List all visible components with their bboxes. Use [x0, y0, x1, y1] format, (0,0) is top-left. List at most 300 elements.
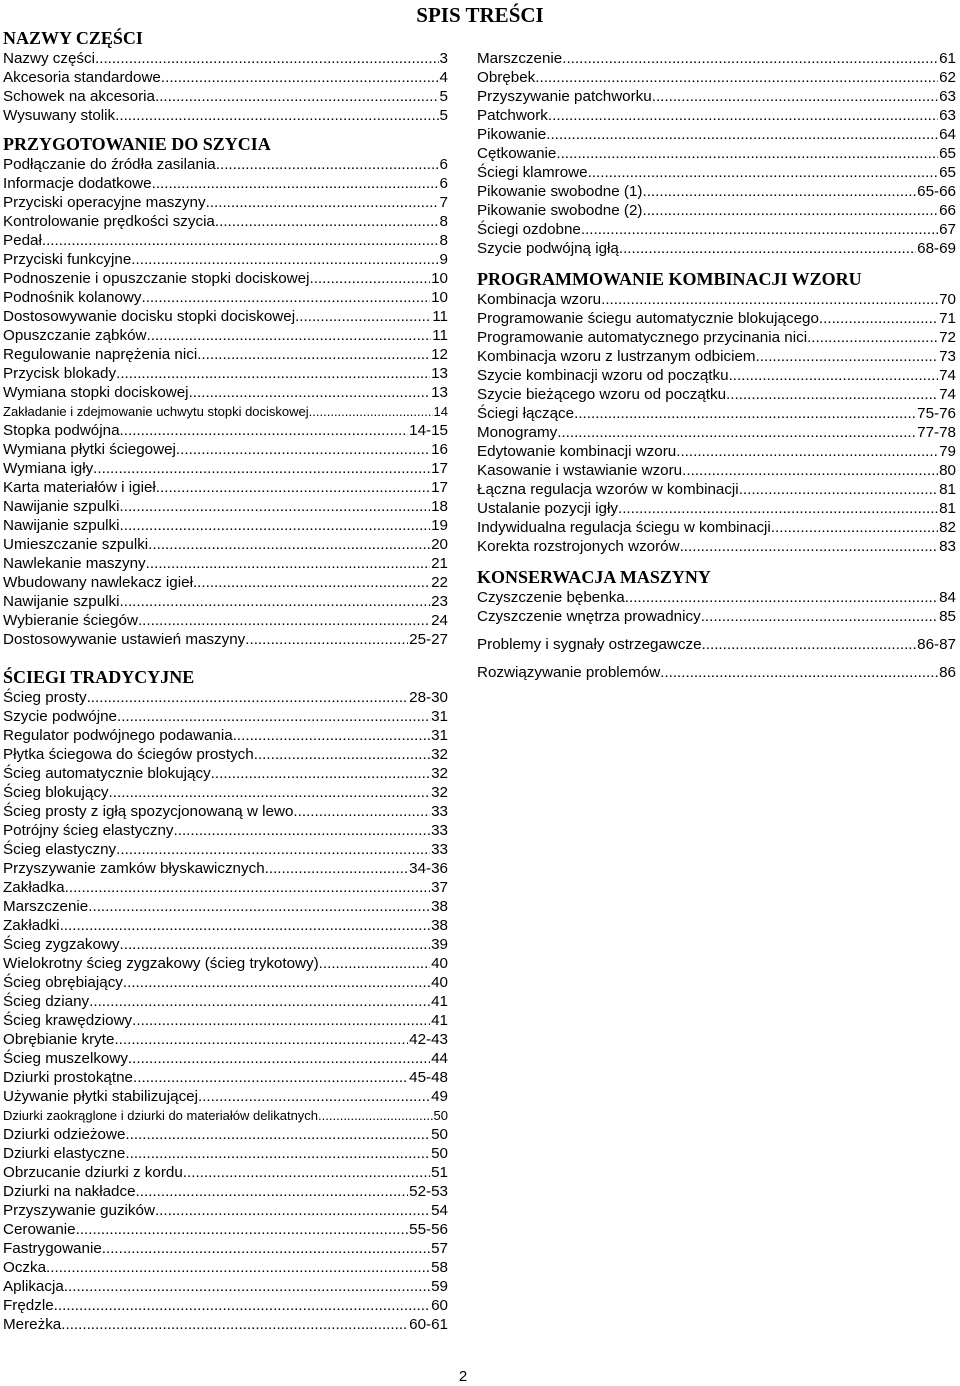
toc-entry-title: Podłączanie do źródła zasilania	[3, 156, 216, 173]
toc-entry[interactable]	[3, 307, 448, 326]
toc-entry-title: Opuszczanie ząbków	[3, 327, 147, 344]
toc-list	[477, 663, 956, 682]
toc-entry[interactable]	[3, 106, 448, 125]
toc-entry[interactable]	[3, 783, 448, 802]
toc-list	[477, 635, 956, 654]
toc-entry-title: Szycie bieżącego wzoru od początku	[477, 386, 727, 403]
dot-leader	[146, 554, 430, 573]
toc-entry[interactable]	[3, 840, 448, 859]
toc-entry[interactable]	[3, 1296, 448, 1315]
dot-leader	[293, 802, 430, 821]
toc-entry[interactable]	[3, 87, 448, 106]
toc-entry-page: 32	[431, 765, 448, 782]
toc-entry-title: Nawlekanie maszyny	[3, 555, 146, 572]
toc-list	[477, 49, 956, 258]
toc-entry[interactable]	[3, 1087, 448, 1106]
toc-entry-title: Łączna regulacja wzorów w kombinacji	[477, 481, 739, 498]
toc-entry-page: 49	[431, 1088, 448, 1105]
dot-leader	[120, 935, 431, 954]
toc-entry-page: 63	[939, 88, 956, 105]
toc-entry-page: 64	[939, 126, 956, 143]
toc-entry-title: Ustalanie pozycji igły	[477, 500, 618, 517]
toc-entry-title: Ścieg krawędziowy	[3, 1012, 133, 1029]
toc-entry[interactable]	[3, 345, 448, 364]
toc-entry-page: 44	[431, 1050, 448, 1067]
toc-entry-page: 83	[939, 538, 956, 555]
dot-leader	[120, 516, 431, 535]
toc-entry-title: Dziurki elastyczne	[3, 1145, 126, 1162]
dot-leader	[309, 402, 433, 421]
toc-entry[interactable]	[3, 821, 448, 840]
dot-leader	[581, 220, 938, 239]
toc-entry-title: Programowanie ściegu automatycznie blokującego	[477, 310, 819, 327]
dot-leader	[265, 859, 409, 878]
toc-entry-title: Dziurki na nakładce	[3, 1183, 136, 1200]
toc-entry[interactable]	[3, 1030, 448, 1049]
toc-entry-title: Akcesoria standardowe	[3, 69, 161, 86]
toc-entry-page: 41	[431, 993, 448, 1010]
dot-leader	[156, 478, 430, 497]
dot-leader	[548, 106, 938, 125]
toc-entry-page: 52-53	[409, 1183, 448, 1200]
dot-leader	[125, 1125, 430, 1144]
dot-leader	[245, 630, 408, 649]
dot-leader	[60, 916, 431, 935]
dot-leader	[198, 1087, 430, 1106]
dot-leader	[618, 499, 938, 518]
toc-entry-title: Ścieg muszelkowy	[3, 1050, 128, 1067]
toc-entry[interactable]	[3, 707, 448, 726]
toc-entry-title: Pikowanie swobodne (1)	[477, 183, 643, 200]
toc-entry-title: Edytowanie kombinacji wzoru	[477, 443, 677, 460]
toc-list	[477, 290, 956, 556]
toc-entry-page: 21	[431, 555, 448, 572]
dot-leader	[319, 954, 430, 973]
toc-entry[interactable]	[3, 193, 448, 212]
toc-entry[interactable]	[3, 611, 448, 630]
toc-entry[interactable]	[3, 878, 448, 897]
toc-entry[interactable]	[3, 269, 448, 288]
toc-entry-page: 6	[439, 156, 448, 173]
dot-leader	[556, 144, 938, 163]
toc-entry-title: Ścieg dziany	[3, 993, 90, 1010]
toc-list	[3, 49, 448, 125]
dot-leader	[206, 193, 439, 212]
dot-leader	[114, 1030, 408, 1049]
toc-entry[interactable]	[3, 954, 448, 973]
dot-leader	[93, 459, 430, 478]
toc-entry-title: Wymiana płytki ściegowej	[3, 441, 176, 458]
toc-entry[interactable]	[3, 440, 448, 459]
dot-leader	[625, 588, 938, 607]
dot-leader	[136, 1182, 409, 1201]
toc-entry-page: 84	[939, 589, 956, 606]
toc-entry-title: Schowek na akcesoria	[3, 88, 155, 105]
dot-leader	[148, 535, 430, 554]
toc-entry-title: Dostosowywanie docisku stopki dociskowej	[3, 308, 296, 325]
dot-leader	[161, 68, 439, 87]
toc-entry-page: 45-48	[409, 1069, 448, 1086]
toc-entry-page: 86	[939, 664, 956, 681]
dot-leader	[309, 269, 430, 288]
toc-entry-page: 6	[439, 175, 448, 192]
toc-entry[interactable]	[477, 309, 956, 328]
dot-leader	[557, 423, 916, 442]
toc-entry-title: Mereżka	[3, 1316, 62, 1333]
section-heading-part-names: NAZWY CZĘŚCI	[3, 28, 143, 48]
toc-entry-title: Podnoszenie i opuszczanie stopki dociskowej	[3, 270, 310, 287]
toc-entry-page: 3	[439, 50, 448, 67]
toc-entry-title: Cętkowanie	[477, 145, 557, 162]
toc-entry[interactable]	[3, 231, 448, 250]
toc-entry[interactable]	[477, 106, 956, 125]
toc-entry[interactable]	[477, 87, 956, 106]
toc-entry-page: 55-56	[409, 1221, 448, 1238]
toc-entry[interactable]	[477, 328, 956, 347]
dot-leader	[61, 1315, 408, 1334]
dot-leader	[174, 821, 431, 840]
toc-entry-page: 19	[431, 517, 448, 534]
dot-leader	[189, 383, 431, 402]
toc-entry-page: 16	[431, 441, 448, 458]
toc-entry[interactable]	[3, 1277, 448, 1296]
dot-leader	[642, 201, 938, 220]
toc-entry-title: Dziurki prostokątne	[3, 1069, 133, 1086]
toc-entry-page: 40	[431, 974, 448, 991]
toc-entry-title: Obrzucanie dziurki z kordu	[3, 1164, 183, 1181]
toc-entry[interactable]	[477, 366, 956, 385]
toc-entry-page: 14-15	[409, 422, 448, 439]
toc-entry-title: Nawijanie szpulki	[3, 593, 120, 610]
toc-entry-page: 32	[431, 784, 448, 801]
dot-leader	[155, 87, 439, 106]
toc-entry-page: 42-43	[409, 1031, 448, 1048]
toc-entry-page: 10	[431, 270, 448, 287]
toc-entry[interactable]	[3, 478, 448, 497]
toc-entry-title: Szycie podwójną igłą	[477, 240, 619, 257]
toc-entry-title: Patchwork	[477, 107, 548, 124]
dot-leader	[233, 726, 430, 745]
dot-leader	[54, 1296, 430, 1315]
toc-entry[interactable]	[477, 518, 956, 537]
toc-entry-page: 60-61	[409, 1316, 448, 1333]
toc-entry-page: 28-30	[409, 689, 448, 706]
toc-entry-title: Frędzle	[3, 1297, 54, 1314]
toc-entry-title: Ścieg prosty	[3, 689, 87, 706]
dot-leader	[116, 364, 430, 383]
toc-entry[interactable]	[477, 480, 956, 499]
toc-entry[interactable]	[3, 935, 448, 954]
toc-entry[interactable]	[3, 897, 448, 916]
toc-entry[interactable]	[477, 347, 956, 366]
section-heading-maintenance: KONSERWACJA MASZYNY	[477, 567, 711, 587]
dot-leader	[109, 783, 431, 802]
toc-entry[interactable]	[3, 402, 448, 421]
dot-leader	[819, 309, 938, 328]
dot-leader	[660, 663, 938, 682]
toc-entry[interactable]	[477, 499, 956, 518]
toc-entry[interactable]	[3, 497, 448, 516]
toc-entry-page: 14	[433, 404, 448, 419]
toc-entry[interactable]	[3, 1068, 448, 1087]
toc-entry-title: Potrójny ścieg elastyczny	[3, 822, 174, 839]
dot-leader	[702, 635, 917, 654]
toc-entry-title: Obrębianie kryte	[3, 1031, 115, 1048]
toc-entry[interactable]	[3, 992, 448, 1011]
toc-entry-title: Zakładki	[3, 917, 60, 934]
toc-entry[interactable]	[3, 916, 448, 935]
toc-entry-page: 79	[939, 443, 956, 460]
toc-entry-title: Ściegi łączące	[477, 405, 575, 422]
dot-leader	[729, 366, 939, 385]
toc-entry[interactable]	[3, 516, 448, 535]
toc-entry[interactable]	[3, 174, 448, 193]
toc-entry-title: Programowanie automatycznego przycinania nici	[477, 329, 808, 346]
toc-entry[interactable]	[3, 592, 448, 611]
toc-entry-title: Obrębek	[477, 69, 536, 86]
toc-entry-page: 74	[939, 367, 956, 384]
toc-entry-page: 8	[439, 232, 448, 249]
toc-entry[interactable]	[3, 535, 448, 554]
toc-entry-title: Ściegi klamrowe	[477, 164, 588, 181]
dot-leader	[676, 442, 938, 461]
toc-entry-title: Płytka ściegowa do ściegów prostych	[3, 746, 254, 763]
toc-list	[477, 588, 956, 626]
dot-leader	[155, 1201, 430, 1220]
toc-entry[interactable]	[477, 163, 956, 182]
toc-entry-page: 41	[431, 1012, 448, 1029]
toc-entry-page: 51	[431, 1164, 448, 1181]
toc-entry-title: Używanie płytki stabilizującej	[3, 1088, 198, 1105]
toc-entry-page: 31	[431, 727, 448, 744]
toc-entry[interactable]	[3, 630, 448, 649]
toc-entry[interactable]	[3, 1182, 448, 1201]
toc-entry[interactable]	[3, 212, 448, 231]
toc-entry[interactable]	[3, 1125, 448, 1144]
toc-entry-title: Oczka	[3, 1259, 47, 1276]
toc-entry[interactable]	[3, 973, 448, 992]
dot-leader	[588, 163, 939, 182]
toc-entry-page: 70	[939, 291, 956, 308]
toc-entry[interactable]	[3, 1049, 448, 1068]
toc-entry-page: 38	[431, 898, 448, 915]
toc-entry-page: 24	[431, 612, 448, 629]
toc-entry-title: Aplikacja	[3, 1278, 64, 1295]
toc-entry[interactable]	[3, 726, 448, 745]
dot-leader	[601, 290, 938, 309]
dot-leader	[771, 518, 938, 537]
toc-entry[interactable]	[3, 421, 448, 440]
toc-entry-page: 13	[431, 384, 448, 401]
toc-entry-page: 17	[431, 460, 448, 477]
toc-entry[interactable]	[477, 201, 956, 220]
toc-entry-page: 7	[439, 194, 448, 211]
toc-entry[interactable]	[477, 663, 956, 682]
dot-leader	[295, 307, 431, 326]
toc-entry-title: Ścieg obrębiający	[3, 974, 123, 991]
toc-right-column	[477, 49, 956, 682]
toc-entry-title: Ścieg prosty z igłą spozycjonowaną w lewo	[3, 803, 294, 820]
toc-entry-page: 59	[431, 1278, 448, 1295]
toc-entry-page: 4	[439, 69, 448, 86]
toc-entry-title: Korekta rozstrojonych wzorów	[477, 538, 680, 555]
toc-entry[interactable]	[3, 68, 448, 87]
toc-entry-page: 38	[431, 917, 448, 934]
toc-entry-page: 32	[431, 746, 448, 763]
section-heading-traditional-stitches: ŚCIEGI TRADYCYJNE	[3, 667, 195, 687]
toc-entry[interactable]	[3, 1144, 448, 1163]
toc-entry[interactable]	[3, 1220, 448, 1239]
toc-entry-title: Dziurki odzieżowe	[3, 1126, 126, 1143]
toc-entry[interactable]	[3, 1163, 448, 1182]
dot-leader	[133, 1068, 408, 1087]
dot-leader	[183, 1163, 430, 1182]
toc-entry-page: 62	[939, 69, 956, 86]
toc-entry-title: Pedał	[3, 232, 42, 249]
toc-entry-page: 60	[431, 1297, 448, 1314]
toc-entry[interactable]	[3, 1315, 448, 1334]
toc-entry[interactable]	[3, 288, 448, 307]
toc-entry-page: 57	[431, 1240, 448, 1257]
dot-leader	[128, 1049, 430, 1068]
toc-entry[interactable]	[477, 461, 956, 480]
toc-entry[interactable]	[477, 607, 956, 626]
toc-entry[interactable]	[477, 220, 956, 239]
section-heading-preparation: PRZYGOTOWANIE DO SZYCIA	[3, 134, 271, 154]
toc-entry-title: Wbudowany nawlekacz igieł	[3, 574, 193, 591]
toc-entry-page: 33	[431, 803, 448, 820]
dot-leader	[197, 345, 430, 364]
toc-entry-title: Indywidualna regulacja ściegu w kombinacji	[477, 519, 771, 536]
toc-entry-title: Ścieg automatycznie blokujący	[3, 765, 211, 782]
toc-entry-title: Wymiana igły	[3, 460, 94, 477]
toc-entry-title: Nawijanie szpulki	[3, 498, 120, 515]
dot-leader	[216, 155, 439, 174]
toc-entry[interactable]	[477, 49, 956, 68]
toc-entry-title: Monogramy	[477, 424, 558, 441]
toc-entry-title: Cerowanie	[3, 1221, 76, 1238]
toc-entry-page: 82	[939, 519, 956, 536]
dot-leader	[89, 992, 430, 1011]
toc-entry[interactable]	[3, 383, 448, 402]
toc-entry-page: 8	[439, 213, 448, 230]
page-title: SPIS TREŚCI	[416, 3, 544, 27]
toc-entry-title: Rozwiązywanie problemów	[477, 664, 661, 681]
toc-entry[interactable]	[3, 364, 448, 383]
toc-entry[interactable]	[3, 859, 448, 878]
toc-entry-title: Marszczenie	[3, 898, 89, 915]
dot-leader	[102, 1239, 430, 1258]
toc-entry-page: 65	[939, 145, 956, 162]
dot-leader	[120, 497, 431, 516]
toc-entry-title: Informacje dodatkowe	[3, 175, 152, 192]
toc-entry[interactable]	[477, 125, 956, 144]
toc-entry-title: Czyszczenie bębenka	[477, 589, 625, 606]
toc-entry[interactable]	[477, 68, 956, 87]
toc-entry[interactable]	[3, 554, 448, 573]
toc-entry-title: Ścieg zygzakowy	[3, 936, 120, 953]
toc-entry-title: Nawijanie szpulki	[3, 517, 120, 534]
dot-leader	[652, 87, 938, 106]
dot-leader	[131, 250, 438, 269]
dot-leader	[562, 49, 938, 68]
dot-leader	[76, 1220, 409, 1239]
toc-entry[interactable]	[3, 459, 448, 478]
toc-entry[interactable]	[3, 1258, 448, 1277]
toc-entry-page: 18	[431, 498, 448, 515]
toc-entry-title: Wysuwany stolik	[3, 107, 116, 124]
toc-entry[interactable]	[3, 573, 448, 592]
toc-entry[interactable]	[3, 802, 448, 821]
toc-entry-page: 73	[939, 348, 956, 365]
toc-entry-title: Ścieg blokujący	[3, 784, 109, 801]
toc-left-column	[3, 28, 448, 1334]
toc-entry-page: 75-76	[917, 405, 956, 422]
dot-leader	[680, 537, 939, 556]
toc-entry[interactable]	[3, 49, 448, 68]
toc-entry-page: 33	[431, 822, 448, 839]
toc-list	[3, 155, 448, 649]
toc-list	[3, 688, 448, 1334]
dot-leader	[147, 326, 432, 345]
dot-leader	[254, 745, 430, 764]
toc-entry-page: 65	[939, 164, 956, 181]
toc-entry[interactable]	[477, 290, 956, 309]
toc-entry-title: Przyszywanie patchworku	[477, 88, 652, 105]
toc-entry-page: 81	[939, 481, 956, 498]
toc-entry-page: 20	[431, 536, 448, 553]
toc-entry-page: 13	[431, 365, 448, 382]
toc-entry[interactable]	[477, 404, 956, 423]
toc-entry-title: Przyciski funkcyjne	[3, 251, 132, 268]
dot-leader	[95, 49, 439, 68]
toc-entry[interactable]	[477, 239, 956, 258]
toc-entry[interactable]	[3, 764, 448, 783]
dot-leader	[132, 1011, 430, 1030]
toc-entry-page: 50	[431, 1145, 448, 1162]
toc-entry[interactable]	[477, 182, 956, 201]
dot-leader	[807, 328, 938, 347]
toc-entry[interactable]	[477, 588, 956, 607]
toc-entry[interactable]	[3, 250, 448, 269]
toc-entry-page: 66	[939, 202, 956, 219]
toc-entry[interactable]	[3, 1106, 448, 1125]
toc-entry[interactable]	[3, 1011, 448, 1030]
toc-entry[interactable]	[3, 326, 448, 345]
toc-entry[interactable]	[3, 688, 448, 707]
toc-entry[interactable]	[477, 385, 956, 404]
toc-entry[interactable]	[3, 1201, 448, 1220]
toc-entry[interactable]	[3, 155, 448, 174]
toc-entry-page: 34-36	[409, 860, 448, 877]
toc-entry[interactable]	[3, 1239, 448, 1258]
dot-leader	[535, 68, 938, 87]
toc-entry-title: Szycie podwójne	[3, 708, 117, 725]
toc-entry[interactable]	[477, 423, 956, 442]
toc-entry[interactable]	[3, 745, 448, 764]
toc-entry-title: Kasowanie i wstawianie wzoru	[477, 462, 683, 479]
dot-leader	[125, 1144, 430, 1163]
dot-leader	[42, 231, 439, 250]
toc-entry[interactable]	[477, 537, 956, 556]
dot-leader	[120, 421, 409, 440]
toc-entry-page: 58	[431, 1259, 448, 1276]
toc-entry[interactable]	[477, 144, 956, 163]
toc-entry[interactable]	[477, 442, 956, 461]
toc-entry-page: 17	[431, 479, 448, 496]
toc-entry-title: Karta materiałów i igieł	[3, 479, 156, 496]
toc-entry[interactable]	[477, 635, 956, 654]
